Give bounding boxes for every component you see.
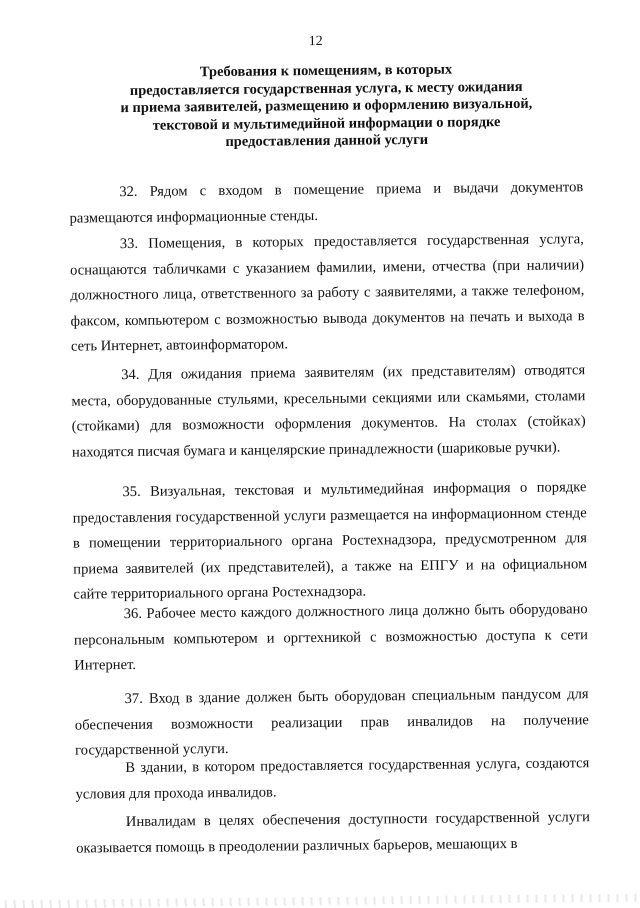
paragraph-accessibility: В здании, в котором предоставляется государственная услуга, создаются условия для прохода инвалидов. — [75, 755, 590, 803]
paragraph-35: 35. Визуальная, текстовая и мультимедийная информация о порядке предоставления государственной услуги размещается на информационном стенде в помещении территориального органа Ростехнадзора, предусмотренном для приема заявителей (их представителей), а также на ЕПГУ и на официальном сайте территориального органа Ростехнадзора. — [72, 479, 588, 603]
heading-line: предоставляется государственная услуга, к месту ожидания — [129, 78, 523, 99]
heading-line: текстовой и мультимедийной информации о порядке — [152, 113, 501, 134]
heading-line: Требования к помещениям, в которых — [199, 61, 453, 81]
heading-line: предоставления данной услуги — [225, 131, 429, 150]
paragraph-37: 37. Вход в здание должен быть оборудован специальным пандусом для обеспечения возможности реализации прав инвалидов на получение государственной услуги. — [74, 686, 589, 759]
paragraph-assistance: Инвалидам в целях обеспечения доступности государственной услуги оказывается помощь в преодолении различных барьеров, мешающих в — [76, 809, 590, 857]
paragraph-36: 36. Рабочее место каждого должностного лица должно быть оборудовано персональным компьютером и оргтехникой с возможностью доступа к сети Интернет. — [73, 601, 589, 674]
scan-artifact — [5, 894, 640, 908]
paragraph-32: 32. Рядом с входом в помещение приема и выдачи документов размещаются информационные стенды. — [69, 179, 584, 227]
heading-line: и приема заявителей, размещению и оформлению визуальной, — [120, 95, 533, 117]
section-heading — [91, 60, 562, 152]
page-number: 12 — [308, 33, 323, 50]
paragraph-33: 33. Помещения, в которых предоставляется государственная услуга, оснащаются табличками с указанием фамилии, имени, отчества (при наличии) должностного лица, ответственного за работу с заявителями, а также телефоном, факсом, компьютером с возможностью вывода документов на печать и выхода в сеть Интернет, автоинформатором. — [70, 231, 585, 355]
paragraph-34: 34. Для ожидания приема заявителям (их представителям) отводятся места, оборудованные стульями, кресельными секциями или скамьями, столами (стойками) для возможности оформления документов. На столах (стойках) находятся писчая бумага и канцелярские принадлежности (шариковые ручки). — [71, 362, 586, 461]
